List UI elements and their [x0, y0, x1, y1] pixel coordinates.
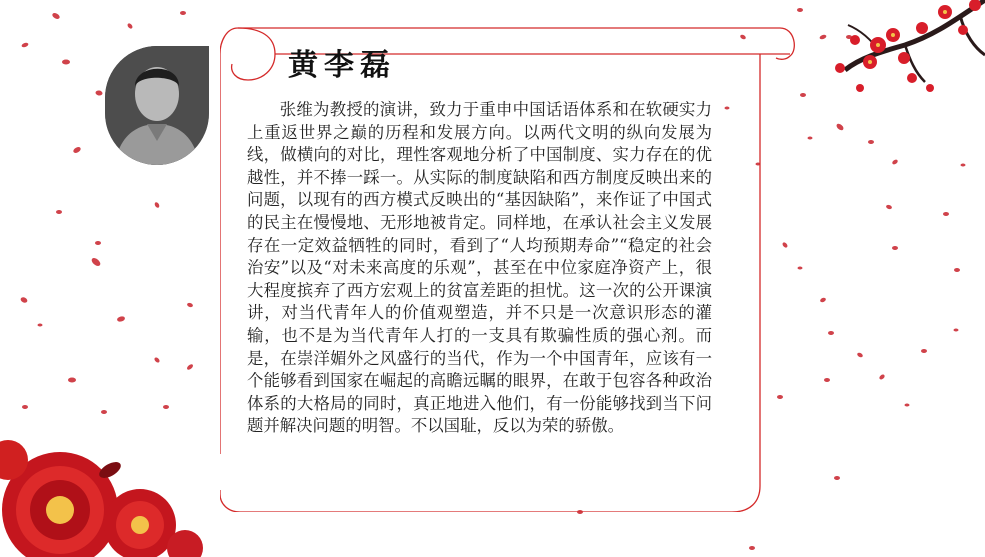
person-name: 黄李磊	[288, 48, 396, 83]
avatar	[105, 46, 209, 165]
person-photo-icon	[105, 46, 209, 165]
peony-flowers-icon	[0, 440, 203, 557]
reflection-paragraph: 张维为教授的演讲，致力于重申中国话语体系和在软硬实力上重返世界之巅的历程和发展方向。以两代文明的纵向发展为线，做横向的对比，理性客观地分析了中国制度、实力存在的优越性，并不捧一踩一。从实际的制度缺陷和西方制度反映出来的问题，以现有的西方模式反映出的“基因缺陷”，来作证了中国式的民主在慢慢地、无形地被肯定。同样地，在承认社会主义发展存在一定效益牺牲的同时，看到了“人均预期寿命”“稳定的社会治安”以及“对未来高度的乐观”，甚至在中位家庭净资产上，很大程度摈弃了西方宏观上的贫富差距的担忧。这一次的公开课演讲，对当代青年人的价值观塑造，并不只是一次意识形态的灌输，也不是为当代青年人打的一支具有欺骗性质的强心剂。而是，在崇洋媚外之风盛行的当代，作为一个中国青年，应该有一个能够看到国家在崛起的高瞻远瞩的眼界，在敢于包容各种政治体系的大格局的同时，真正地进入他们，有一份能够找到当下问题并解决问题的明智。不以国耻，反以为荣的骄傲。	[247, 100, 712, 436]
plum-branch-icon	[835, 0, 985, 92]
